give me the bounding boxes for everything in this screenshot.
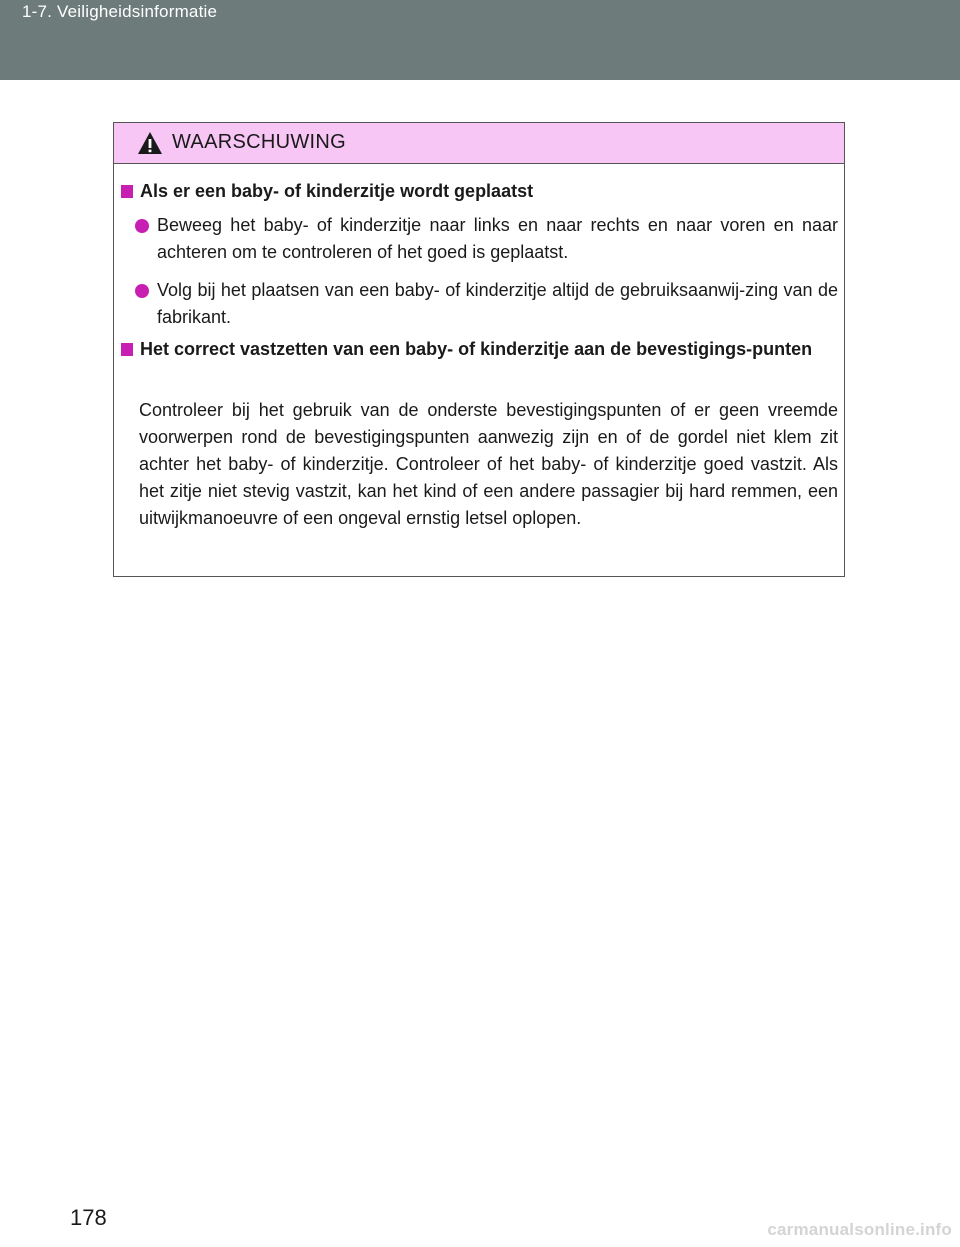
square-bullet-icon: [121, 185, 133, 198]
section-paragraph: Controleer bij het gebruik van de onderste bevestigingspunten of er geen vreemde voorwerpen rond de bevestigingspunten aanwezig zijn en of de gordel niet klem zit achter het baby- of kinderzitje. Controleer of het baby- of kinderzitje goed vastzit. Als het zitje niet stevig vastzit, kan het kind of een andere passagier bij hard remmen, een uitwijkmanoeuvre of een ongeval ernstig letsel oplopen.: [139, 400, 838, 528]
bullet-item: Beweeg het baby- of kinderzitje naar links en naar rechts en naar voren en naar achteren om te controleren of het goed is geplaatst.: [135, 212, 838, 266]
warning-box: [113, 122, 845, 577]
section-title: 1-7. Veiligheidsinformatie: [22, 2, 218, 21]
section-heading: Als er een baby- of kinderzitje wordt geplaatst: [121, 178, 837, 205]
watermark: carmanualsonline.info: [767, 1220, 952, 1239]
square-bullet-icon: [121, 343, 133, 356]
warning-title: WAARSCHUWING: [172, 131, 346, 153]
round-bullet-icon: [135, 284, 149, 298]
warning-header: [114, 123, 844, 164]
section-heading: Het correct vastzetten van een baby- of kinderzitje aan de bevestigings-punten: [121, 336, 837, 363]
page-number: 178: [70, 1205, 107, 1230]
bullet-item: Volg bij het plaatsen van een baby- of kinderzitje altijd de gebruiksaanwij-zing van de fabrikant.: [135, 277, 838, 331]
round-bullet-icon: [135, 219, 149, 233]
header-band: [0, 0, 960, 80]
warning-triangle-icon: [137, 131, 163, 155]
